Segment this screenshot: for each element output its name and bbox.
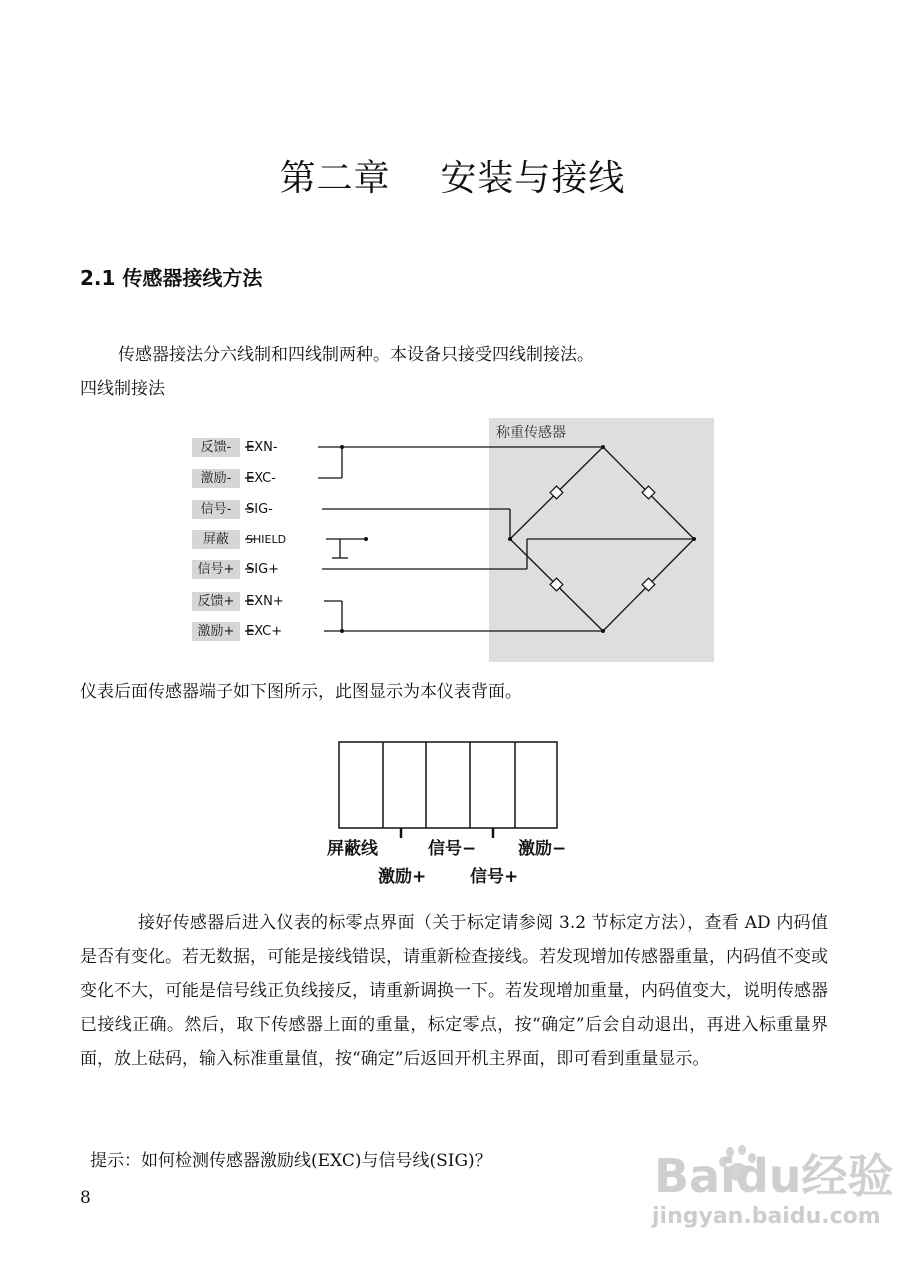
baidu-watermark <box>630 1140 894 1250</box>
terminal-block <box>320 738 590 838</box>
wire-signal-sig-plus: SIG+ <box>246 562 280 577</box>
terminal-intro: 仪表后面传感器端子如下图所示，此图显示为本仪表背面。 <box>80 682 522 702</box>
wire-label-sig-plus: 信号+ <box>192 560 240 579</box>
wire-label-shield: 屏蔽 <box>192 530 240 549</box>
terminal-label-shield: 屏蔽线 <box>327 839 378 859</box>
terminal-label-exc-minus: 激励− <box>518 839 567 859</box>
four-wire-label: 四线制接法 <box>80 379 165 399</box>
intro-paragraph: 传感器接法分六线制和四线制两种。本设备只接受四线制接法。 <box>118 345 594 365</box>
chapter-title: 第二章 安装与接线 <box>279 158 626 199</box>
wire-label-sig-minus: 信号- <box>192 500 240 519</box>
terminal-label-sig-plus: 信号+ <box>470 867 519 887</box>
terminal-label-sig-minus: 信号− <box>428 839 477 859</box>
watermark-url: jingyan.baidu.com <box>652 1204 881 1229</box>
wire-label-exc-plus: 激励+ <box>192 622 240 641</box>
sensor-panel <box>489 418 714 662</box>
tip-text: 提示：如何检测传感器激励线(EXC)与信号线(SIG)？ <box>90 1151 492 1171</box>
wire-label-exn-plus: 反馈+ <box>192 592 240 611</box>
watermark-brand: Baidu经验 <box>654 1149 894 1203</box>
sensor-title: 称重传感器 <box>496 425 566 441</box>
wiring-diagram <box>192 418 714 662</box>
wire-signal-exc-minus: EXC- <box>246 471 276 486</box>
wire-signal-exn-plus: EXN+ <box>246 594 284 609</box>
wire-signal-exc-plus: EXC+ <box>246 624 283 639</box>
wire-signal-exn-minus: EXN- <box>246 440 278 455</box>
wire-signal-sig-minus: SIG- <box>246 502 273 517</box>
procedure-paragraph: 接好传感器后进入仪表的标零点界面（关于标定请参阅 3.2 节标定方法），查看 AD 内码值是否有变化。若无数据，可能是接线错误，请重新检查接线。若发现增加传感器重量，内码值不变或变化不大，可能是信号线正负线接反，请重新调换一下。若发现增加重量，内码值变大，说明传感器已接线正确。然后，取下传感器上面的重量，标定零点，按“确定”后会自动退出，再进入标重量界面，放上砝码，输入标准重量值，按“确定”后返回开机主界面，即可看到重量显示。 <box>80 913 828 1069</box>
terminal-label-exc-plus: 激励+ <box>378 867 427 887</box>
page-number: 8 <box>80 1188 91 1208</box>
terminal-diagram <box>320 738 590 888</box>
wire-signal-shield: SHIELD <box>246 533 287 546</box>
wire-label-exc-minus: 激励- <box>192 469 240 488</box>
section-title: 2.1 传感器接线方法 <box>80 266 263 290</box>
wire-label-exn-minus: 反馈- <box>192 438 240 457</box>
